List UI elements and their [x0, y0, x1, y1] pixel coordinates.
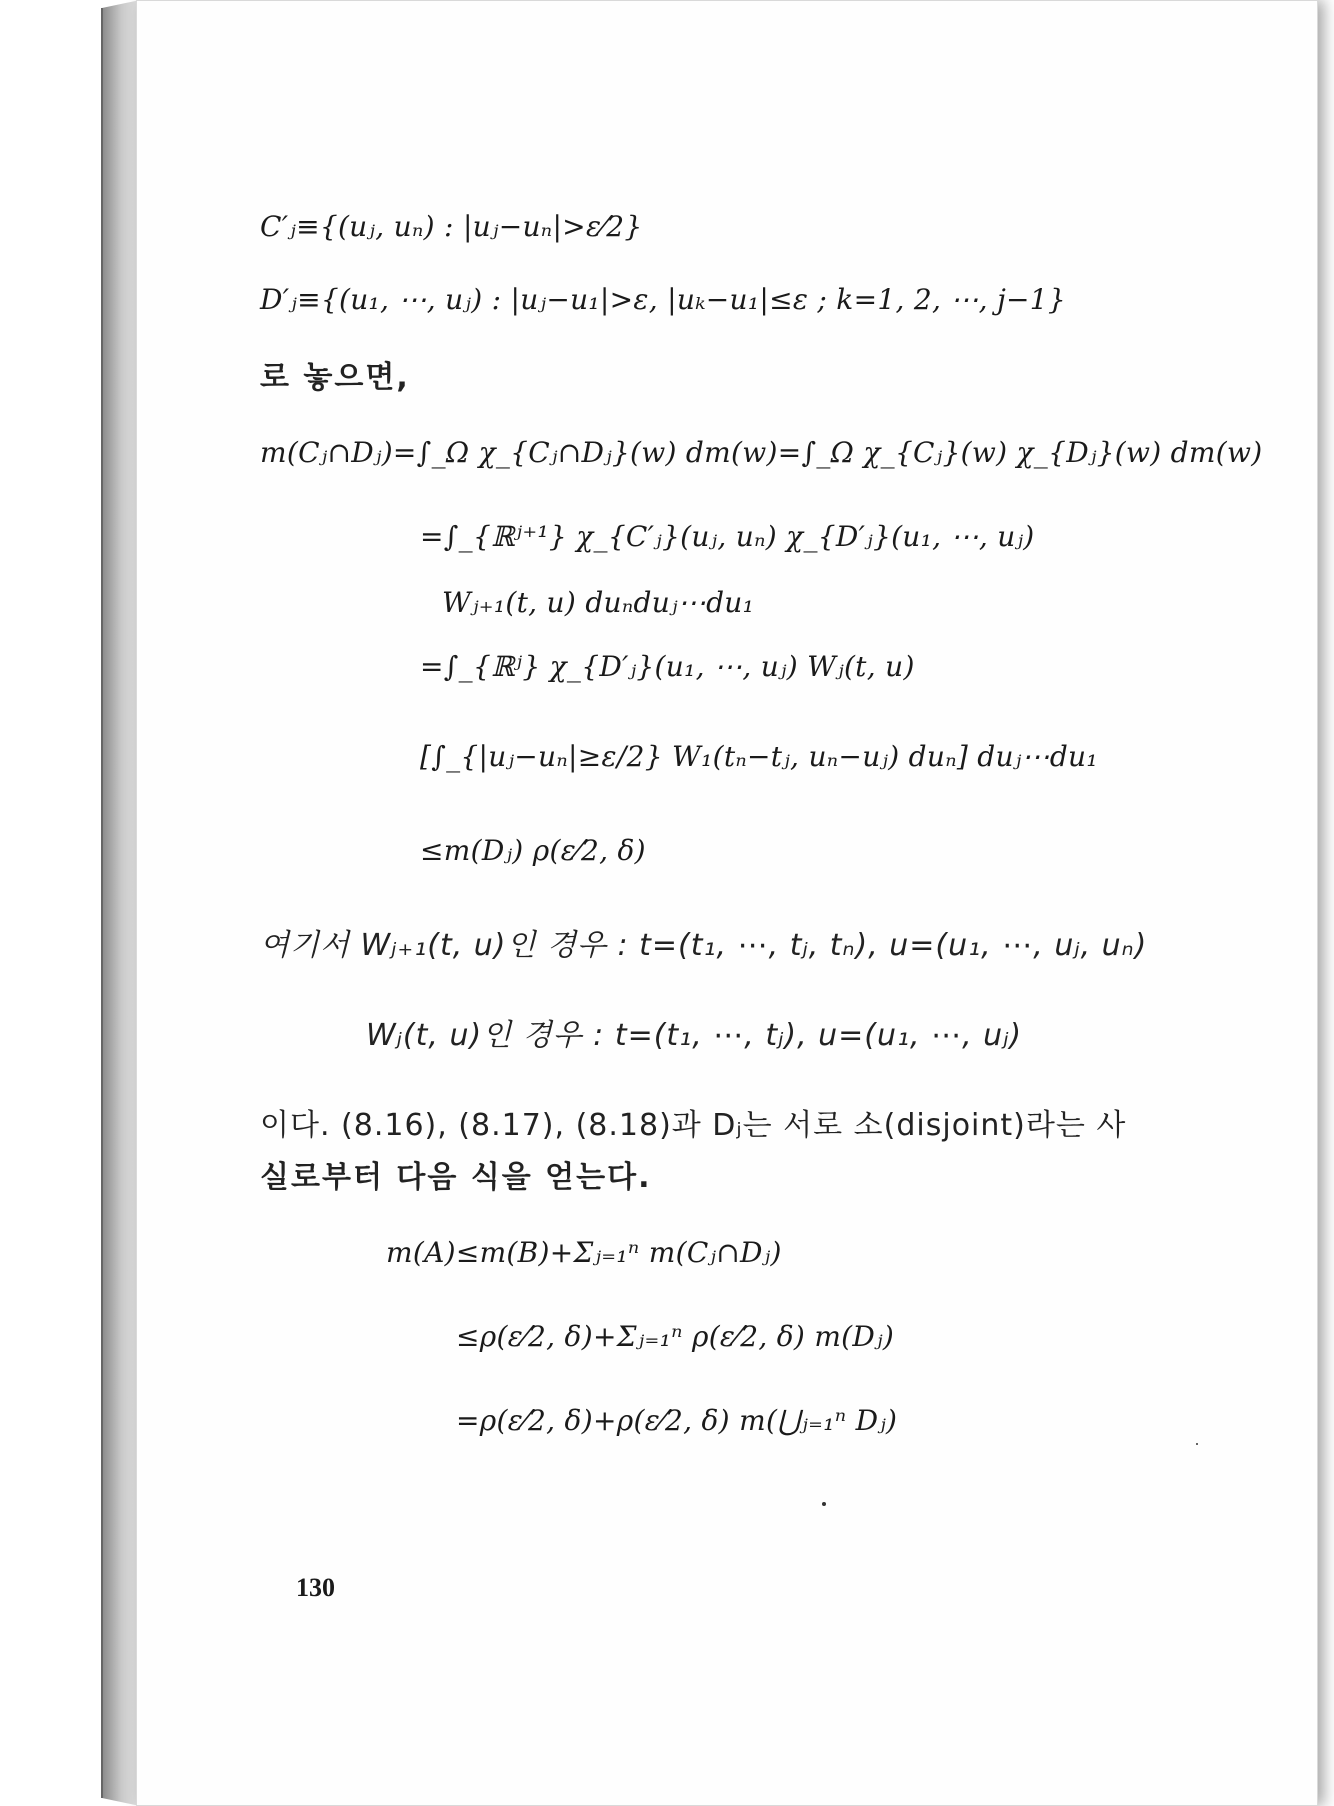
- derivation-line-1: m(Cⱼ∩Dⱼ)=∫_Ω χ_{Cⱼ∩Dⱼ}(w) dm(w)=∫_Ω χ_{Cⱼ}(w) χ_{Dⱼ}(w) dm(w): [260, 436, 1263, 469]
- where-line-2: Wⱼ(t, u)인 경우 : t=(t₁, ⋯, tⱼ), u=(u₁, ⋯, uⱼ): [366, 1018, 1023, 1053]
- derivation-line-3: Wⱼ₊₁(t, u) duₙduⱼ⋯du₁: [442, 586, 755, 619]
- final-ineq-line-3: =ρ(ε⁄2, δ)+ρ(ε⁄2, δ) m(⋃ⱼ₌₁ⁿ Dⱼ): [456, 1404, 898, 1437]
- paragraph-line-1: 이다. (8.16), (8.17), (8.18)과 Dⱼ는 서로 소(disjoint)라는 사: [260, 1108, 1127, 1143]
- derivation-line-4: =∫_{ℝʲ} χ_{D′ⱼ}(u₁, ⋯, uⱼ) Wⱼ(t, u): [420, 650, 915, 683]
- final-ineq-line-1: m(A)≤m(B)+Σⱼ₌₁ⁿ m(Cⱼ∩Dⱼ): [386, 1236, 782, 1269]
- paragraph-line-2: 실로부터 다음 식을 얻는다.: [260, 1160, 652, 1195]
- where-line-1: 여기서 Wⱼ₊₁(t, u)인 경우 : t=(t₁, ⋯, tⱼ, tₙ), u=(u₁, ⋯, uⱼ, uₙ): [260, 928, 1148, 963]
- derivation-line-2: =∫_{ℝʲ⁺¹} χ_{C′ⱼ}(uⱼ, uₙ) χ_{D′ⱼ}(u₁, ⋯, uⱼ): [420, 520, 1035, 553]
- setting-text: 로 놓으면,: [260, 360, 410, 395]
- book-page: [136, 0, 1318, 1806]
- stray-dot-mark: [1196, 1443, 1198, 1445]
- derivation-line-5: [∫_{|uⱼ−uₙ|≥ε/2} W₁(tₙ−tⱼ, uₙ−uⱼ) duₙ] duⱼ⋯du₁: [420, 740, 1098, 773]
- derivation-line-6: ≤m(Dⱼ) ρ(ε⁄2, δ): [420, 834, 646, 867]
- stray-dot-mark: [822, 1502, 826, 1506]
- book-spine-edge: [0, 0, 140, 1806]
- page-number: 130: [296, 1573, 335, 1602]
- definition-c-prime: C′ⱼ≡{(uⱼ, uₙ) : |uⱼ−uₙ|>ε⁄2}: [260, 210, 643, 243]
- definition-d-prime: D′ⱼ≡{(u₁, ⋯, uⱼ) : |uⱼ−u₁|>ε, |uₖ−u₁|≤ε ; k=1, 2, ⋯, j−1}: [260, 283, 1067, 316]
- final-ineq-line-2: ≤ρ(ε⁄2, δ)+Σⱼ₌₁ⁿ ρ(ε⁄2, δ) m(Dⱼ): [456, 1320, 895, 1353]
